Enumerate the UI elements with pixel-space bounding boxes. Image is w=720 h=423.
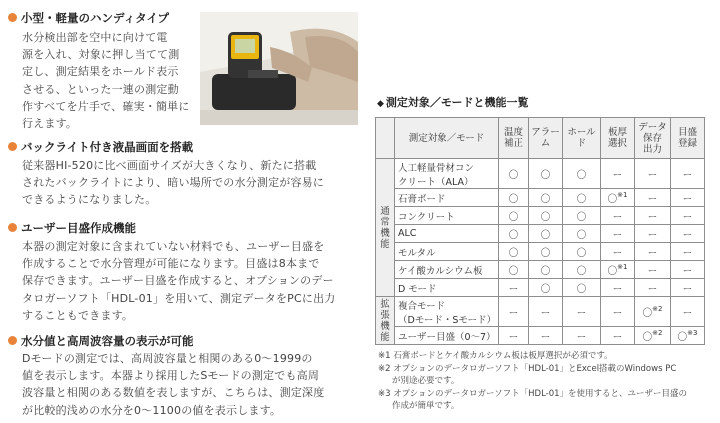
footnote-line: ※2 オプションのデータロガーソフト「HDL-01」とExcel搭載のWindows PC [378,363,677,374]
orange-bullet-icon [8,336,17,345]
table-header-row [376,118,705,159]
footnote-line: が別途必要です。 [392,376,460,386]
table-cell: ー [635,189,671,207]
row-name: ユーザー目盛（0～7） [395,327,499,345]
group-label-normal [376,159,395,297]
row-name [395,297,499,327]
header-text: 登録 [677,138,697,149]
table-cell: 〇 [563,159,601,189]
group-label-char: 能 [380,238,390,250]
footnote-marker: ※1 [617,262,628,271]
row-name: モルタル [395,243,499,261]
table-cell: 〇 [529,279,563,297]
table-cell: 〇 [529,243,563,261]
row-name: コンクリート [395,207,499,225]
table-row [376,189,705,207]
body-line: Dモードの測定では、高周波容量と相関のある0～1999の [22,352,313,365]
header-hold [563,118,601,159]
body-line: 源を入れ、対象に押し当てて測 [22,48,180,62]
header-scale-reg [671,118,705,159]
section-title-4 [8,333,194,349]
section-title-text: 小型・軽量のハンディタイプ [21,11,170,25]
footnote-line: 作成が簡単です。 [392,401,460,411]
footnote-line: ※1 石膏ボードとケイ酸カルシウム板は板厚選択が必須です。 [378,351,613,361]
group-label-char: 機 [380,227,390,239]
body-line: 値を表示します。本器より採用したSモードの測定でも高周 [22,369,320,383]
header-text: 出力 [642,143,662,155]
section-body-3 [22,238,362,324]
table-cell: 〇 [499,159,529,189]
header-text: 目盛 [677,127,697,138]
table-cell: 〇 [499,207,529,225]
section-title-text: 水分値と高周波容量の表示が可能 [21,334,194,348]
table-cell: 〇 [499,261,529,279]
table-cell: ー [635,207,671,225]
table-cell: ー [635,279,671,297]
header-text: 温度 [503,127,523,138]
table-cell: ー [563,327,601,345]
section-title-1 [8,10,169,26]
table-cell: ー [671,261,705,279]
body-line: 従来器HI-520に比べ画面サイズが大きくなり、新たに搭載 [22,159,317,172]
row-name-line: （Dモード・Sモード） [398,314,497,326]
orange-bullet-icon [8,223,17,232]
table-cell: 〇 [529,189,563,207]
header-text: 保存 [642,132,662,144]
body-line: タロガーソフト「HDL-01」を用いて、測定データをPCに出力 [22,291,336,305]
table-cell: ー [499,297,529,327]
body-line: が比較的浅めの水分を0～1100の値を表示します。 [22,403,282,417]
table-cell: 〇 [563,189,601,207]
header-text: アラーム [531,127,560,149]
table-cell: ー [529,327,563,345]
product-photo [200,12,358,125]
section-body-4 [22,350,362,419]
group-label-char: 能 [380,331,390,343]
header-text: 板厚 [607,127,627,138]
table-cell: 〇$^{※1}$ [601,189,635,207]
table-cell: ー [671,243,705,261]
footnotes [378,350,687,413]
table-cell: 〇 [529,159,563,189]
body-line: 定し、測定結果をホールド表示 [22,65,179,79]
table-cell: 〇 [563,225,601,243]
table-row [376,225,705,243]
table-cell: ー [601,327,635,345]
header-text: データ [638,121,667,133]
table-cell: ー [601,225,635,243]
table-title-text: 測定対象／モードと機能一覧 [385,96,529,109]
section-title-text: バックライト付き液晶画面を搭載 [21,140,194,154]
footnote-marker: ※2 [652,328,663,337]
table-cell: 〇 [529,225,563,243]
table-cell: 〇 [563,243,601,261]
table-cell: ー [499,279,529,297]
group-label-char: 拡 [380,298,390,310]
orange-bullet-icon [8,142,17,151]
table-cell: ー [635,243,671,261]
row-name: 石膏ボード [395,189,499,207]
section-body-2 [22,157,362,209]
table-cell: ー [563,297,601,327]
table-cell: 〇 [563,279,601,297]
row-name: ALC [395,225,499,243]
table-row [376,327,705,345]
table-cell: ー [601,279,635,297]
function-table [375,117,705,345]
body-line: できるようになりました。 [22,193,157,207]
section-title-2 [8,139,193,155]
header-temp-comp [499,118,529,159]
table-cell: 〇$^{※2}$ [635,297,671,327]
table-row [376,243,705,261]
table-row [376,279,705,297]
table-cell: 〇$^{※3}$ [671,327,705,345]
group-label-char: 通 [380,205,390,217]
table-cell: 〇 [499,243,529,261]
table-cell: 〇 [499,189,529,207]
body-line: 作成することで水分管理が可能になります。目盛は8本まで [22,257,320,271]
table-cell: 〇 [563,207,601,225]
header-corner [376,118,395,159]
body-line: させる、といった一連の測定動 [22,82,179,96]
table-cell: ー [601,207,635,225]
body-line: されたバックライトにより、暗い場所での水分測定が容易に [22,176,325,190]
table-cell: ー [671,297,705,327]
table-cell: ー [601,243,635,261]
hand-held-meter-photo [200,12,358,125]
table-cell: ー [671,207,705,225]
table-cell: ー [635,225,671,243]
body-line: 水分検出部を空中に向けて電 [22,31,168,44]
orange-bullet-icon [8,13,17,22]
body-line: 保存できます。ユーザー目盛を作成すると、オプションのデー [22,274,334,288]
footnote-line: ※3 オプションのデータロガーソフト「HDL-01」を使用すると、ユーザー目盛の [378,388,688,399]
body-line: 本器の測定対象に含まれていない材料でも、ユーザー目盛を [22,240,325,253]
body-line: することもできます。 [22,308,134,322]
table-cell: 〇 [529,261,563,279]
table-cell: ー [671,225,705,243]
header-text: ホールド [567,127,596,149]
table-cell: ー [671,159,705,189]
header-mode: 測定対象／モード [395,118,499,159]
footnote-marker: ※3 [687,328,698,337]
table-row [376,297,705,327]
table-cell: ー [601,297,635,327]
table-title [377,94,528,110]
table-cell: 〇$^{※2}$ [635,327,671,345]
footnote-marker: ※2 [652,304,663,313]
header-text: 補正 [503,138,523,149]
table-cell: ー [635,261,671,279]
table-cell: ー [529,297,563,327]
group-label-char: 機 [380,320,390,332]
group-label-char: 張 [380,309,390,321]
table-cell: ー [601,159,635,189]
group-label-extended [376,297,395,345]
table-cell: 〇 [529,207,563,225]
section-title-text: ユーザー目盛作成機能 [21,221,136,235]
table-cell: ー [635,159,671,189]
header-data-output [635,118,671,159]
table-cell: 〇 [563,261,601,279]
table-cell: ー [671,279,705,297]
row-name: D モード [395,279,499,297]
table-row [376,159,705,189]
table-cell: 〇 [499,225,529,243]
row-name [395,159,499,189]
body-line: 作すべてを片手で、確実・簡単に [22,99,190,113]
table-cell: 〇$^{※1}$ [601,261,635,279]
header-alarm [529,118,563,159]
table-cell: ー [499,327,529,345]
footnote-marker: ※1 [617,190,628,199]
body-line: 行えます。 [22,117,78,131]
row-name-line: 複合モード [398,300,446,312]
triangle-down-icon: ◆ [377,99,384,109]
group-label-char: 常 [380,216,390,228]
section-title-3 [8,220,136,236]
table-row [376,207,705,225]
section-body-1 [22,29,200,132]
table-row [376,261,705,279]
header-thickness [601,118,635,159]
table-cell: ー [671,189,705,207]
header-text: 選択 [607,138,627,149]
row-name-line: 人工軽量骨材コン [398,162,475,174]
row-name: ケイ酸カルシウム板 [395,261,499,279]
row-name-line: クリート（ALA） [398,176,474,188]
body-line: 波容量と相関のある数値を表しますが、こちらは、測定深度 [22,386,325,400]
